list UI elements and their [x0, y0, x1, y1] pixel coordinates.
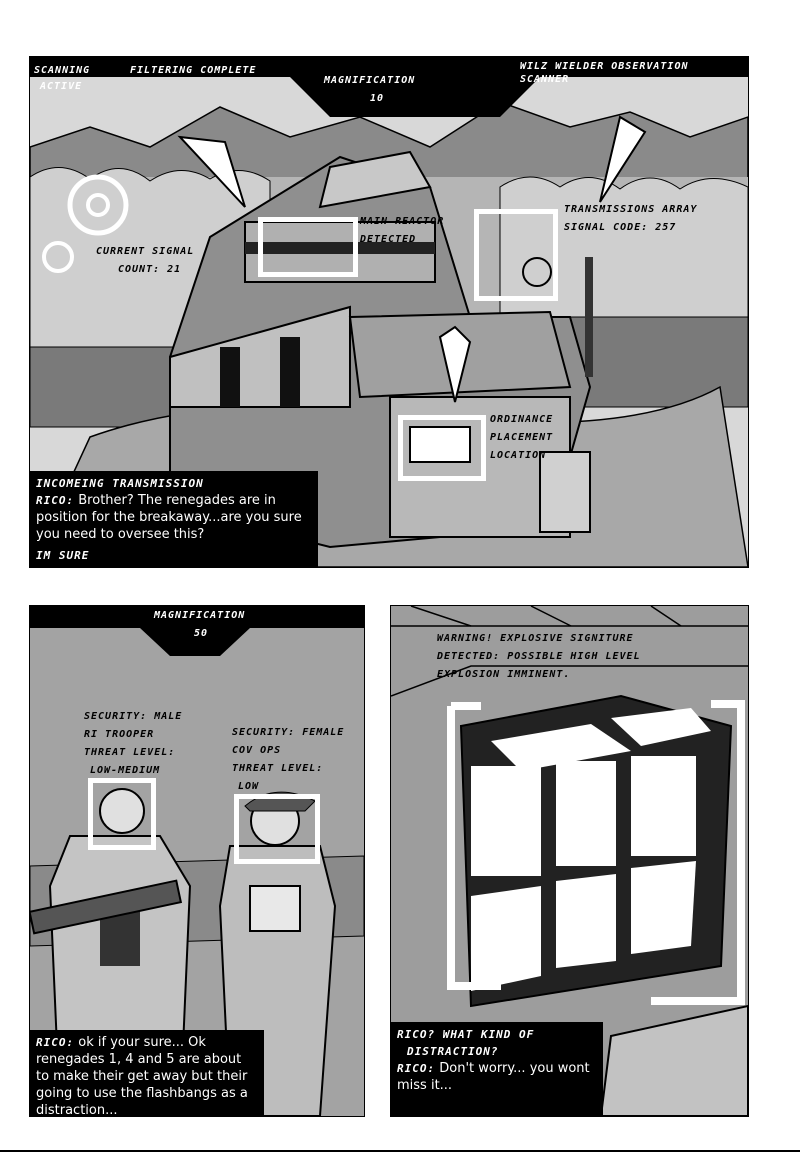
page-bottom-rule	[0, 1150, 800, 1152]
caption-speaker-3: RICO:	[397, 1062, 436, 1075]
caption-text-2: ok if your sure... Ok renegades 1, 4 and 5 are about to make their get away but their going to use the flashbangs as a distraction...	[36, 1035, 248, 1116]
ordinance-placement: PLACEMENT	[490, 432, 554, 443]
hud-active: ACTIVE	[40, 81, 83, 92]
hud-magnification-value: 10	[370, 93, 385, 104]
caption-reply: IM SURE	[36, 549, 90, 562]
hud-magnification-value-2: 50	[194, 628, 209, 639]
caption-text: Brother? The renegades are in position for the breakaway...are you sure you need to oversee this?	[36, 493, 302, 542]
caption-question: RICO? WHAT KIND OF	[397, 1028, 535, 1041]
female-threat-value: LOW	[238, 781, 260, 792]
panel-1-border	[29, 56, 749, 568]
hud-observer-title: WILZ WIELDER OBSERVATION	[520, 61, 689, 72]
male-threat-label: THREAT LEVEL:	[84, 747, 176, 758]
reactor-detected: DETECTED	[360, 234, 417, 245]
male-threat-value: LOW-MEDIUM	[90, 765, 161, 776]
caption-speaker: RICO:	[36, 494, 75, 507]
female-unit: COV OPS	[232, 745, 282, 756]
male-security: SECURITY: MALE	[84, 711, 183, 722]
female-security: SECURITY: FEMALE	[232, 727, 345, 738]
transmission-label: TRANSMISSIONS ARRAY	[564, 204, 698, 215]
ordinance-label: ORDINANCE	[490, 414, 554, 425]
panel-3-border	[390, 605, 749, 1117]
hud-observer-scanner: SCANNER	[520, 74, 570, 85]
panel-2-border	[29, 605, 365, 1117]
female-threat-label: THREAT LEVEL:	[232, 763, 324, 774]
male-unit: RI TROOPER	[84, 729, 155, 740]
caption-question-2: DISTRACTION?	[407, 1045, 499, 1058]
transmission-code: SIGNAL CODE: 257	[564, 222, 677, 233]
signal-count-label: CURRENT SIGNAL	[96, 246, 195, 257]
caption-speaker-2: RICO:	[36, 1036, 75, 1049]
caption-incoming-tag: INCOMEING TRANSMISSION	[36, 477, 204, 490]
caption-text-3: Don't worry... you wont miss it...	[397, 1061, 590, 1093]
signal-count-value: COUNT: 21	[118, 264, 182, 275]
hud-filtering: FILTERING COMPLETE	[130, 65, 257, 76]
hud-scanning: SCANNING	[34, 65, 91, 76]
warning-line-3: EXPLOSION IMMINENT.	[437, 669, 571, 680]
reactor-label: MAIN REACTOR	[360, 216, 445, 227]
ordinance-location: LOCATION	[490, 450, 547, 461]
hud-magnification-label: MAGNIFICATION	[324, 75, 416, 86]
warning-line-2: DETECTED: POSSIBLE HIGH LEVEL	[437, 651, 641, 662]
warning-line-1: WARNING! EXPLOSIVE SIGNITURE	[437, 633, 634, 644]
hud-magnification-label-2: MAGNIFICATION	[154, 610, 246, 621]
